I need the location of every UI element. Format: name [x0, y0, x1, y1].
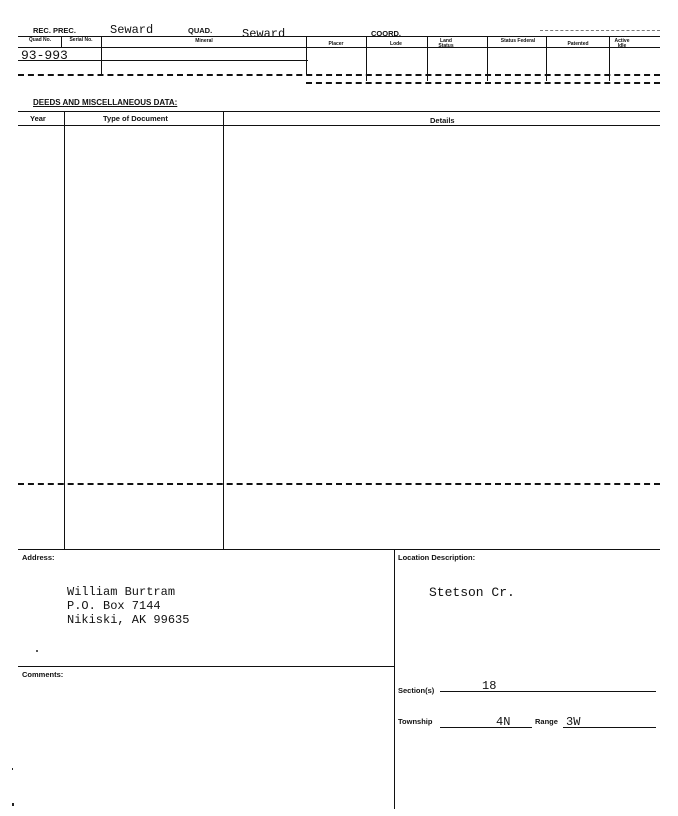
scan-speck	[12, 768, 13, 770]
header-col-divider	[609, 37, 610, 81]
coord-field-dashes	[540, 30, 660, 31]
section-value[interactable]: 18	[482, 679, 497, 693]
header-col-divider	[487, 37, 488, 81]
rec-prec-value[interactable]: Seward	[110, 23, 154, 37]
section-label: Section(s)	[398, 686, 435, 695]
rec-prec-label: REC. PREC.	[33, 26, 76, 35]
header-col-divider	[101, 37, 102, 75]
header-col-divider	[366, 37, 367, 81]
header-col-divider	[546, 37, 547, 81]
header-col-divider	[306, 37, 307, 75]
deeds-header-rule	[18, 125, 660, 126]
bottom-top-rule	[18, 549, 660, 550]
deeds-dashed-rule	[18, 483, 660, 485]
township-value[interactable]: 4N	[496, 715, 511, 729]
patented-header: Patented	[567, 41, 589, 47]
year-column-header: Year	[30, 114, 46, 123]
header-top-rule	[18, 36, 660, 37]
address-bottom-rule	[18, 666, 394, 667]
section-underline	[440, 691, 656, 692]
range-label: Range	[535, 717, 558, 726]
status-federal-header: Status Federal	[500, 38, 536, 44]
address-line-1: William Burtram	[67, 585, 176, 599]
quad-label: QUAD.	[188, 26, 213, 35]
header-column-rule	[18, 47, 660, 48]
quad-value[interactable]: Seward	[242, 27, 286, 41]
location-description-value: Stetson Cr.	[429, 585, 515, 600]
bottom-center-divider	[394, 549, 395, 809]
deeds-section-title: DEEDS AND MISCELLANEOUS DATA:	[33, 98, 178, 107]
comments-label: Comments:	[22, 670, 64, 679]
address-line-2: P.O. Box 7144	[67, 599, 161, 613]
land-status-header: Land Status	[438, 38, 454, 49]
lode-header: Lode	[390, 41, 402, 47]
details-column-header: Details	[430, 116, 455, 125]
deeds-top-rule	[18, 111, 660, 112]
township-underline	[440, 727, 532, 728]
active-idle-header: Active Idle	[614, 38, 630, 49]
header-dashed-rule-2	[306, 82, 660, 84]
header-col-divider	[427, 37, 428, 81]
serial-no-header: Serial No.	[69, 37, 93, 43]
address-label: Address:	[22, 553, 55, 562]
location-description-label: Location Description:	[398, 553, 476, 562]
placer-header: Placer	[328, 41, 344, 47]
quad-no-value[interactable]: 93-993	[21, 48, 68, 63]
address-line-3: Nikiski, AK 99635	[67, 613, 190, 627]
scan-speck	[36, 650, 38, 652]
coord-label: COORD.	[371, 29, 401, 38]
quad-no-header: Quad No.	[28, 37, 52, 43]
range-value[interactable]: 3W	[566, 715, 581, 729]
header-dashed-rule-1	[18, 74, 660, 76]
township-label: Township	[398, 717, 433, 726]
type-column-header: Type of Document	[103, 114, 168, 123]
mineral-header: Mineral	[195, 38, 213, 44]
scan-speck	[12, 803, 14, 806]
